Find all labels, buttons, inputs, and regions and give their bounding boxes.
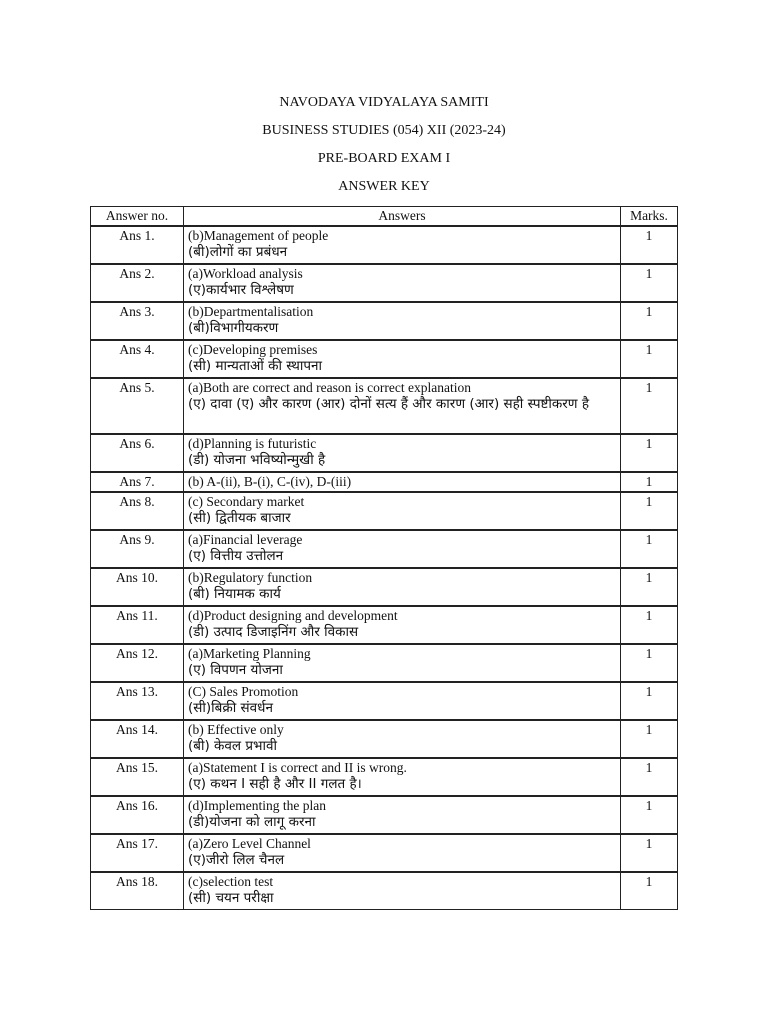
answer-marks: 1: [621, 302, 678, 340]
answer-number: Ans 4.: [91, 340, 184, 378]
answer-cell: [184, 834, 621, 872]
answer-hindi: (सी) द्वितीयक बाजार: [188, 510, 291, 526]
answer-english: (d)Product designing and development: [188, 608, 398, 623]
answer-number: Ans 10.: [91, 568, 184, 606]
answer-number: Ans 9.: [91, 530, 184, 568]
answer-cell: [184, 434, 621, 472]
table-row: [91, 796, 678, 834]
answer-cell: [184, 472, 621, 492]
answer-number: Ans 15.: [91, 758, 184, 796]
answer-cell: [184, 758, 621, 796]
answer-hindi: (बी)विभागीयकरण: [188, 320, 279, 336]
answer-number: Ans 11.: [91, 606, 184, 644]
table-row: [91, 434, 678, 472]
answer-english: (C) Sales Promotion: [188, 684, 299, 699]
answer-cell: [184, 530, 621, 568]
answer-number: Ans 14.: [91, 720, 184, 758]
answer-english: (a)Zero Level Channel: [188, 836, 311, 851]
answer-cell: [184, 796, 621, 834]
table-row: [91, 644, 678, 682]
answer-number: Ans 8.: [91, 492, 184, 530]
column-header-answers: Answers: [184, 207, 621, 227]
answer-hindi: (ए)कार्यभार विश्लेषण: [188, 282, 294, 298]
answer-cell: [184, 340, 621, 378]
table-row: [91, 834, 678, 872]
answer-number: Ans 7.: [91, 472, 184, 492]
answer-cell: [184, 492, 621, 530]
answer-english: (c) Secondary market: [188, 494, 305, 509]
answer-marks: 1: [621, 492, 678, 530]
table-row: [91, 758, 678, 796]
answer-cell: [184, 606, 621, 644]
answer-cell: [184, 302, 621, 340]
table-row: [91, 340, 678, 378]
answer-english: (d)Planning is futuristic: [188, 436, 317, 451]
answer-marks: 1: [621, 720, 678, 758]
answer-number: Ans 5.: [91, 378, 184, 434]
table-row: [91, 682, 678, 720]
exam-heading: PRE-BOARD EXAM I: [317, 151, 451, 166]
table-row: [91, 302, 678, 340]
table-row: [91, 530, 678, 568]
answer-marks: 1: [621, 340, 678, 378]
table-row: [91, 606, 678, 644]
answer-number: Ans 1.: [91, 226, 184, 264]
answer-number: Ans 18.: [91, 872, 184, 910]
answer-cell: [184, 682, 621, 720]
organization-heading: NAVODAYA VIDYALAYA SAMITI: [279, 95, 489, 110]
column-header-marks: Marks.: [621, 207, 678, 227]
answer-marks: 1: [621, 758, 678, 796]
answer-english: (c)Developing premises: [188, 342, 318, 357]
answer-hindi: (डी) योजना भविष्योन्मुखी है: [188, 452, 326, 468]
answer-hindi: (ए) वित्तीय उत्तोलन: [188, 548, 284, 564]
answer-number: Ans 6.: [91, 434, 184, 472]
answer-hindi: (सी) मान्यताओं की स्थापना: [188, 358, 323, 374]
table-row: [91, 568, 678, 606]
table-row: [91, 226, 678, 264]
document-title: ANSWER KEY: [338, 179, 430, 194]
answer-marks: 1: [621, 682, 678, 720]
answer-english: (b)Management of people: [188, 228, 329, 243]
table-row: [91, 492, 678, 530]
answer-hindi: (डी) उत्पाद डिजाइनिंग और विकास: [188, 624, 359, 640]
answer-english: (b) A-(ii), B-(i), C-(iv), D-(iii): [188, 474, 352, 489]
answer-english: (a)Both are correct and reason is correct explanation: [188, 380, 471, 395]
answer-key-table: [90, 206, 678, 910]
answer-hindi: (ए)जीरो लिल चैनल: [188, 852, 285, 868]
answer-number: Ans 3.: [91, 302, 184, 340]
answer-cell: [184, 568, 621, 606]
answer-marks: 1: [621, 568, 678, 606]
answer-hindi: (ए) दावा (ए) और कारण (आर) दोनों सत्य हैं और कारण (आर) सही स्पष्टीकरण है: [188, 396, 590, 412]
answer-english: (b) Effective only: [188, 722, 284, 737]
answer-hindi: (डी)योजना को लागू करना: [188, 814, 316, 830]
answer-hindi: (सी)बिक्री संवर्धन: [188, 700, 273, 716]
answer-marks: 1: [621, 472, 678, 492]
answer-english: (d)Implementing the plan: [188, 798, 326, 813]
answer-marks: 1: [621, 606, 678, 644]
answer-marks: 1: [621, 264, 678, 302]
answer-hindi: (बी) नियामक कार्य: [188, 586, 281, 602]
table-header-row: [91, 207, 678, 227]
table-row: [91, 872, 678, 910]
answer-marks: 1: [621, 378, 678, 434]
answer-number: Ans 17.: [91, 834, 184, 872]
answer-marks: 1: [621, 796, 678, 834]
answer-marks: 1: [621, 872, 678, 910]
answer-english: (a)Marketing Planning: [188, 646, 311, 661]
column-header-answer-no: Answer no.: [91, 207, 184, 227]
answer-hindi: (सी) चयन परीक्षा: [188, 890, 274, 906]
answer-english: (a)Workload analysis: [188, 266, 303, 281]
answer-cell: [184, 720, 621, 758]
subject-heading: BUSINESS STUDIES (054) XII (2023-24): [262, 123, 506, 138]
answer-marks: 1: [621, 530, 678, 568]
answer-number: Ans 13.: [91, 682, 184, 720]
answer-english: (c)selection test: [188, 874, 274, 889]
answer-cell: [184, 872, 621, 910]
answer-cell: [184, 264, 621, 302]
table-row: [91, 378, 678, 434]
answer-marks: 1: [621, 434, 678, 472]
answer-english: (b)Departmentalisation: [188, 304, 314, 319]
answer-cell: [184, 226, 621, 264]
answer-english: (b)Regulatory function: [188, 570, 313, 585]
answer-number: Ans 16.: [91, 796, 184, 834]
table-row: [91, 472, 678, 492]
table-row: [91, 264, 678, 302]
answer-cell: [184, 378, 621, 434]
table-row: [91, 720, 678, 758]
answer-cell: [184, 644, 621, 682]
answer-hindi: (बी)लोगों का प्रबंधन: [188, 244, 288, 260]
answer-number: Ans 12.: [91, 644, 184, 682]
answer-hindi: (बी) केवल प्रभावी: [188, 738, 278, 754]
answer-number: Ans 2.: [91, 264, 184, 302]
answer-hindi: (ए) विपणन योजना: [188, 662, 283, 678]
answer-marks: 1: [621, 644, 678, 682]
answer-english: (a)Statement I is correct and II is wrong.: [188, 760, 407, 775]
answer-marks: 1: [621, 834, 678, 872]
answer-rows: [91, 226, 678, 910]
answer-hindi: (ए) कथन I सही है और II गलत है।: [188, 776, 362, 792]
answer-english: (a)Financial leverage: [188, 532, 303, 547]
answer-marks: 1: [621, 226, 678, 264]
